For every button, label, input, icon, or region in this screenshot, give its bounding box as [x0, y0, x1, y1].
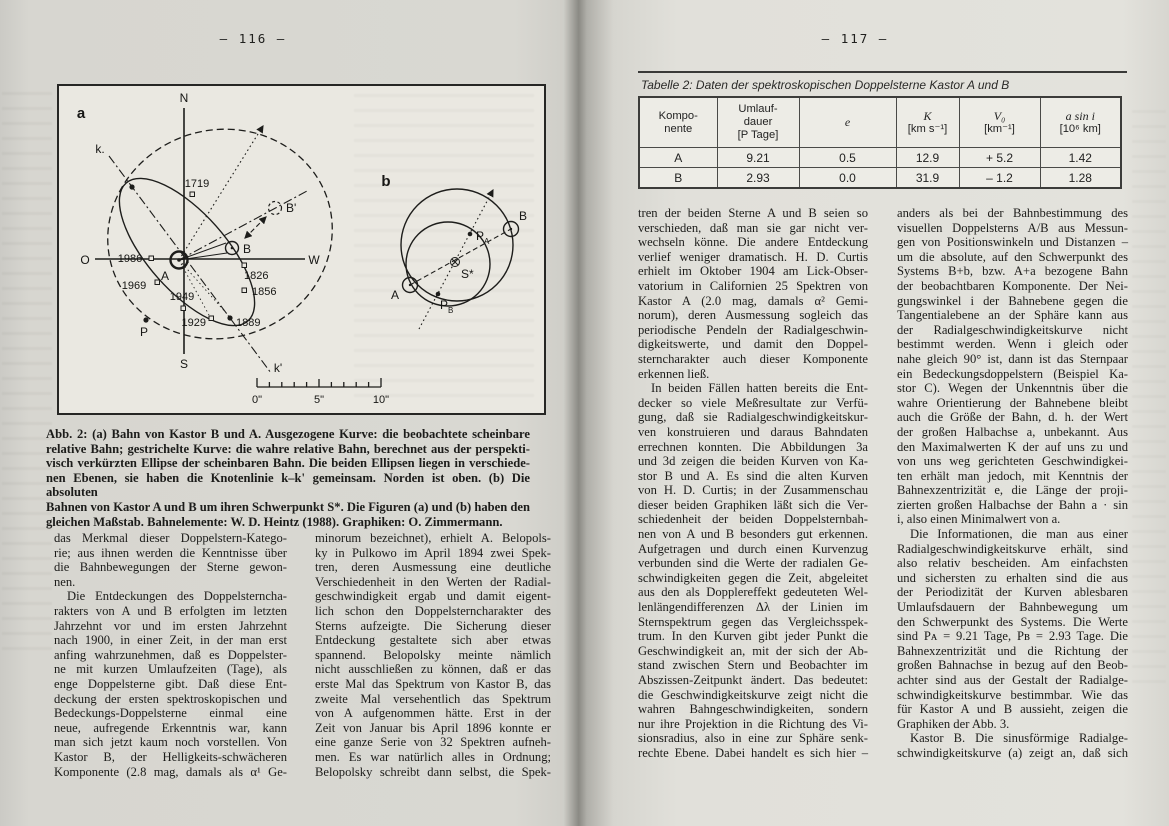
text-line: Sterns aufzeigte. Die Sicherung dieser: [315, 618, 551, 633]
text-line: von uns weg gerichteten Geschwindigkei-: [897, 454, 1128, 469]
text-line: decker so viele Meßresultate zur Verfü-: [638, 395, 868, 410]
text-line: und sichersten zu erhalten sind die aus: [897, 570, 1128, 585]
text-line: Sternspektrum gegen das Vergleichsspek-: [638, 614, 868, 629]
text-column-116-left: [54, 531, 287, 779]
table-cell: A: [639, 148, 717, 168]
text-line: In beiden Fällen hatten bereits die Ent-: [651, 381, 868, 396]
star-b-label-b: B: [518, 209, 528, 223]
table-header-cell: a sin i [10⁶ km]: [1040, 97, 1121, 148]
text-line: trum. In den Kurven gibt jeder Punkt die: [638, 629, 868, 644]
text-line: Radialgeschwindigkeitskurve erhält, sind: [897, 541, 1128, 556]
text-line: nahe gleich 90° ist, dann ist das Sternpaar: [897, 351, 1128, 366]
text-line: Belopolsky schreibt dann selbst, die Spek-: [315, 764, 551, 779]
text-line: digkeitswerte, und damit den Doppel-: [638, 337, 868, 352]
table-row: [639, 168, 1121, 189]
panel-b-label: b: [381, 173, 391, 190]
figure-abb2: [57, 84, 546, 415]
text-line: Umlaufsdauern der Bahnbewegung um: [897, 600, 1128, 615]
epoch-marker-1949: [181, 306, 186, 311]
text-line: großen Bahnachse in bezug auf den Beob-: [897, 658, 1128, 673]
epoch-label-1826: 1826: [244, 270, 269, 282]
text-line: erkennen ließ.: [638, 366, 710, 381]
text-line: Abb. 2: (a) Bahn von Kastor B und A. Ausgezogene Kurve: die beobachtete scheinbare: [46, 427, 530, 441]
text-line: visuellen Doppelsterns A/B aus Messun-: [897, 220, 1128, 235]
periapsis-a-point: [468, 232, 473, 237]
text-line: periodische Pendeln der Radialgeschwin-: [638, 322, 868, 337]
periapsis-point: [143, 317, 148, 322]
scan-bleedthrough: [2, 92, 52, 652]
text-line: zierten großen Halbachse der Bahn a · sin: [897, 497, 1128, 512]
text-line: erste Mal das Spektrum von Kastor B, das: [315, 676, 551, 691]
text-line: lich schon den Doppelsterncharakter des: [315, 603, 551, 618]
text-line: Kastor B, der Helligkeits-schwächeren: [54, 749, 287, 764]
text-line: nicht ausschließen zu können, daß er das: [315, 662, 551, 677]
table-cell: 0.0: [799, 168, 896, 189]
text-line: rechte Ebene. Dabei handelt es sich hier –: [638, 745, 868, 760]
text-line: vatorium in Californien 25 Spektren von: [638, 278, 868, 293]
text-line: rakters von A und B erfolgten im letzten: [54, 603, 287, 618]
table-head-row: [639, 97, 1121, 148]
text-line: der großen Halbachse a, unbekannt. Aus: [897, 424, 1128, 439]
table-header-cell: Kompo- nente: [639, 97, 717, 148]
radius-vector: [179, 260, 228, 315]
periapsis-a-label: P: [476, 229, 485, 243]
text-line: Geschwindigkeit an, mit der sich der Ab-: [638, 643, 868, 658]
text-line: gen von Positionswinkeln und Distanzen –: [897, 235, 1128, 250]
text-line: verschieden, daß man sie gar nicht ver-: [638, 220, 868, 235]
periapsis-label: P: [139, 325, 149, 339]
table-header-cell: e: [799, 97, 896, 148]
text-line: achter sind aus der Gestalt der Radialge-: [897, 673, 1128, 687]
text-line: Zeit von Januar bis April 1896 konnte er: [315, 720, 551, 735]
text-line: lenlängendifferenzen Δλ der Linien im: [638, 600, 868, 615]
text-line: norum), deren Ausmessung sogleich das: [638, 308, 868, 323]
page-number-116: – 116 –: [219, 31, 287, 46]
text-line: spannend. Belopolsky meinte nämlich: [315, 647, 551, 662]
text-line: erhielt im Oktober 1904 am Lick-Obser-: [638, 264, 868, 279]
text-line: relative Bahn; gestrichelte Kurve: die wahre relative Bahn, berechnet aus der perspekti-: [46, 441, 530, 456]
text-line: den Maximalwerten K der auf uns zu und: [897, 439, 1128, 454]
text-line: schwindigkeiten gegen die Zeit, abgeleitet: [638, 570, 868, 585]
table-cell: 1.28: [1040, 168, 1121, 189]
node-k-label: k.: [95, 142, 105, 156]
text-line: den Schwerpunkt des Systems. Die Werte: [897, 614, 1128, 629]
periapsis-a-sub: A: [484, 237, 490, 246]
epoch-label-1889: 1889: [236, 317, 261, 329]
table-body: [639, 148, 1121, 189]
text-line: stor C). Wegen der Unkenntnis über die: [897, 381, 1128, 396]
star-a-dot-b: [409, 284, 411, 286]
text-line: sionsradius, also in eine zur Sphäre senk-: [638, 731, 868, 746]
text-line: rie; aus ihnen werden die Kenntnisse über: [54, 545, 287, 560]
star-a-label: A: [160, 269, 170, 283]
table-header-cell: V₀ [km⁻¹]: [959, 97, 1040, 148]
text-line: bestimmt werden. Wenn i gleich oder: [897, 337, 1128, 352]
epoch-marker-1929: [209, 316, 214, 321]
star-b-dot-b: [510, 228, 512, 230]
text-line: Entdeckung gestaltete sich aber etwas: [315, 633, 551, 648]
text-line: Bahnen von Kastor A und B um ihren Schwerpunkt S*. Die Figuren (a) und (b) haben den: [46, 499, 530, 514]
text-line: tren, deren Ausmessung eine deutliche: [315, 560, 551, 575]
text-line: dieser beiden Graphiken läßt sich die Ver-: [638, 497, 868, 512]
text-line: gungswinkel i der Bahnebene gegen die: [897, 293, 1128, 308]
star-a-label-b: A: [390, 288, 400, 302]
text-line: anders als bei der Bahnbestimmung des: [897, 206, 1128, 220]
text-line: zweite Mal versehentlich das Spektrum: [315, 691, 551, 706]
text-line: stand zwischen Stern und Beobachter im: [638, 658, 868, 673]
text-line: Bedeckungs-Doppelsterne einmal eine: [54, 706, 287, 721]
text-line: schiedenheit der beiden Doppelsternbah-: [638, 512, 868, 527]
text-line: geschwindigkeit ergab und damit eigent-: [315, 589, 551, 604]
text-line: wahre Orientierung der Bahnebene bleibt: [897, 395, 1128, 410]
text-line: nen Ebenen, sie haben die Knotenlinie k–k' gemeinsam. Norden ist oben. (b) Die absoluten: [46, 470, 530, 500]
text-line: Komponente (2.8 mag, damals als α¹ Ge-: [54, 764, 287, 779]
table-cell: 1.42: [1040, 148, 1121, 168]
text-line: nen von A und B besonders gut erkennen.: [638, 527, 868, 542]
text-line: ten erhält man jedoch, mit Kenntnis der: [897, 468, 1128, 483]
text-line: deckung der ersten spektroskopischen und: [54, 691, 287, 706]
text-line: Jahrzehnt vor und im ersten Jahrzehnt: [54, 618, 287, 633]
text-line: visch verkürzten Ellipse der scheinbaren Bahn. Die beiden Ellipsen liegen in verschiede-: [46, 456, 530, 471]
epoch-label-1929: 1929: [181, 317, 206, 329]
text-line: wahren Bahngeschwindigkeiten, sondern: [638, 702, 868, 717]
text-line: sind Pᴀ = 9.21 Tage, Pʙ = 2.93 Tage. Die: [897, 629, 1128, 644]
table-cell: 9.21: [717, 148, 799, 168]
panel-a-label: a: [76, 105, 86, 122]
scale-label-0: 0": [251, 394, 263, 406]
b-bprime-arrows: [245, 217, 266, 238]
text-line: nen.: [54, 574, 76, 589]
barycenter-label: S*: [461, 267, 474, 281]
text-line: nur ihre Projektion in die Richtung des Vi-: [638, 716, 868, 731]
text-line: Die Informationen, die man aus einer: [910, 527, 1128, 542]
apside-direction-arrow: [419, 190, 493, 329]
data-table: [638, 96, 1122, 189]
text-line: Die Entdeckungen des Doppelsterncha-: [67, 589, 287, 604]
epoch-marker-1856: [242, 288, 247, 293]
node-k-prime-label: k': [273, 361, 283, 375]
text-line: enge Doppelsterne gibt. Daß diese Ent-: [54, 676, 287, 691]
star-b-prime-label: B': [286, 201, 297, 215]
text-line: eine ganze Serie von 32 Spektren aufneh-: [315, 735, 551, 750]
text-line: Graphiken der Abb. 3.: [897, 716, 1010, 731]
table-cell: 12.9: [896, 148, 959, 168]
figure-caption: [46, 427, 530, 529]
star-a-center-dot: [177, 258, 181, 262]
epoch-label-1856: 1856: [252, 286, 277, 298]
text-line: nach 1900, in einer Zeit, in der man erst: [54, 633, 287, 648]
compass-s-label: S: [179, 357, 189, 371]
scale-label-5: 5": [313, 394, 325, 406]
epoch-marker-1986: [149, 256, 154, 261]
node-point: [129, 184, 134, 189]
text-line: das Merkmal dieser Doppelstern-Katego-: [54, 531, 287, 545]
text-line: verbunden sind die Werte der radialen Ge-: [638, 556, 868, 571]
text-line: minorum bezeichnet), erhielt A. Belopols-: [315, 531, 551, 545]
epoch-marker-1826: [242, 263, 247, 268]
text-line: ein Bedeckungsdoppelstern (Beispiel Ka-: [897, 366, 1128, 381]
text-column-117-left: [638, 206, 868, 761]
true-relative-orbit: [82, 102, 359, 367]
table-cell: 0.5: [799, 148, 896, 168]
header-rule: [638, 71, 1127, 73]
text-line: neue, aufregende Erkenntnis war, kann: [54, 720, 287, 735]
star-b-label: B: [243, 242, 252, 256]
epoch-marker-1969: [155, 280, 160, 285]
text-line: der beobachtbaren Komponente. Der Nei-: [897, 278, 1128, 293]
text-line: auch die Größe der Bahn, d. h. der Wert: [897, 410, 1128, 425]
text-line: die Bahnbewegungen der Sterne gewon-: [54, 560, 287, 575]
epoch-label-1719: 1719: [184, 178, 210, 190]
text-column-116-right: [315, 531, 551, 779]
text-line: Verschiedenheit in den Werten der Radial-: [315, 574, 551, 589]
periapsis-b-label: P: [440, 298, 449, 312]
periapsis-b-point: [436, 292, 441, 297]
text-line: anfing wahrzunehmen, daß es Doppelster-: [54, 647, 287, 662]
table-header-cell: K [km s⁻¹]: [896, 97, 959, 148]
scale-label-10: 10": [372, 394, 390, 406]
compass-o-label: O: [80, 253, 90, 267]
text-line: sterncharakter auch dieser Komponente: [638, 351, 868, 366]
text-line: der Radialgeschwindigkeitskurve nicht: [897, 322, 1128, 337]
text-line: der Periodizität der Kurven ablesbaren: [897, 585, 1128, 600]
text-line: men. Es war natürlich alles in Ordnung;: [315, 749, 551, 764]
text-line: Abszissen-Zeitpunkt ändert. Das bedeutet:: [638, 673, 868, 687]
text-line: für Kastor A und B aussieht, zeigen die: [897, 702, 1128, 717]
text-line: Kastor A (2.0 mag, damals α² Gemi-: [638, 293, 868, 308]
text-line: und 3d zeigen die beiden Kurven von Ka-: [638, 454, 868, 469]
orbit-diagram: [59, 86, 544, 413]
compass-w-label: W: [308, 253, 320, 267]
table-cell: 2.93: [717, 168, 799, 189]
text-line: aus den als Dopplereffekt gedeuteten Wel-: [638, 585, 868, 600]
text-line: ky in Pulkowo im April 1894 zwei Spek-: [315, 545, 551, 560]
table-cell: – 1.2: [959, 168, 1040, 189]
text-line: i, also einen Minimalwert von a.: [897, 512, 1061, 527]
node-point: [227, 315, 232, 320]
text-line: Kastor B. Die sinusförmige Radialge-: [910, 731, 1128, 746]
table-caption: Tabelle 2: Daten der spektroskopischen Doppelsterne Kastor A und B: [641, 78, 1010, 92]
text-line: tren der beiden Sterne A und B seien so: [638, 206, 868, 220]
table-row: [639, 148, 1121, 168]
text-line: Tangentialebene an der Sphäre kann aus: [897, 308, 1128, 323]
text-column-117-right: [897, 206, 1128, 761]
text-line: Bahnexzentrizität e, die Länge der proji-: [897, 483, 1128, 498]
scale-bar: [257, 378, 381, 387]
compass-n-label: N: [179, 91, 189, 105]
text-line: Systems B+b, bzw. A+a bezogene Bahn: [897, 264, 1128, 279]
scan-bleedthrough: [1132, 110, 1166, 690]
table-header-cell: Umlauf- dauer [P Tage]: [717, 97, 799, 148]
text-line: die Geschwindigkeitskurve zeigt nicht die: [638, 687, 868, 702]
page-number-117: – 117 –: [821, 31, 889, 46]
table-cell: + 5.2: [959, 148, 1040, 168]
epoch-label-1969: 1969: [121, 280, 147, 292]
star-b-center-dot: [231, 247, 234, 250]
text-line: von A aufgenommen hätte. Erst in der: [315, 706, 551, 721]
epoch-label-1986: 1986: [117, 253, 143, 265]
text-line: ne mit kurzen Umlaufzeiten (Tage), als: [54, 662, 287, 677]
text-line: ven konstruieren und daraus Bahndaten: [638, 424, 868, 439]
text-line: von H. D. Curtis; in der Zusammenschau: [638, 483, 868, 498]
text-line: Bahnexzentrizität und die Richtung der: [897, 643, 1128, 658]
epoch-label-1949: 1949: [169, 291, 195, 303]
table-cell: B: [639, 168, 717, 189]
text-line: um die absolute, auf den Schwerpunkt des: [897, 249, 1128, 264]
text-line: also relativ bescheiden. Am einfachsten: [897, 556, 1128, 571]
text-line: wechseln könne. Die andere Entdeckung: [638, 235, 868, 250]
text-line: schwindigkeitskurve (a) zeigt an, daß sich: [897, 745, 1128, 760]
periapsis-b-sub: B: [448, 306, 454, 315]
text-line: man sich jetzt kaum noch vorstellen. Von: [54, 735, 287, 750]
table-cell: 31.9: [896, 168, 959, 189]
text-line: schwindigkeitskurve bestimmbar. Wie das: [897, 687, 1128, 702]
text-line: stor B und A. Es sind die alten Kurven: [638, 468, 868, 483]
text-line: gleichen Maßstab. Bahnelemente: W. D. Heintz (1988). Graphiken: O. Zimmermann.: [46, 514, 503, 529]
text-line: verlief weniger dramatisch. H. D. Curtis: [638, 249, 868, 264]
epoch-marker-1719: [190, 192, 195, 197]
text-line: Aufgetragen und durch einen Kurvenzug: [638, 541, 868, 556]
text-line: errechnen konnten. Die Abbildungen 3a: [638, 439, 868, 454]
text-line: gung, daß sie Radialgeschwindigkeitskur-: [638, 410, 868, 425]
